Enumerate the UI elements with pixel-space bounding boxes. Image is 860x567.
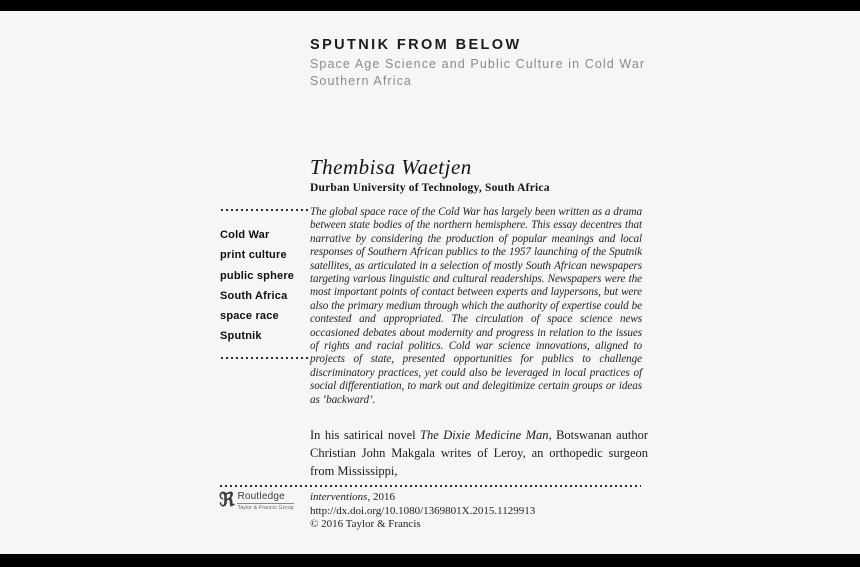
routledge-logo-subtext: Taylor & Francis Group bbox=[237, 505, 294, 511]
dotted-rule-footer bbox=[220, 485, 641, 487]
book-title: The Dixie Medicine Man bbox=[420, 428, 549, 442]
keyword-item: Sputnik bbox=[220, 330, 262, 343]
author-name: Thembisa Waetjen bbox=[310, 155, 472, 179]
routledge-logo bbox=[219, 491, 305, 512]
article-subtitle bbox=[310, 56, 645, 90]
keyword-item: public sphere bbox=[220, 269, 295, 282]
journal-year: , 2016 bbox=[367, 491, 395, 503]
keyword-item: Cold War bbox=[220, 229, 270, 241]
imprint-block bbox=[310, 491, 535, 532]
article-title: SPUTNIK FROM BELOW bbox=[310, 37, 522, 53]
top-frame-bar bbox=[0, 0, 860, 11]
keyword-item: print culture bbox=[220, 249, 287, 262]
journal-line bbox=[310, 491, 535, 505]
routledge-logo-name: Routledge bbox=[237, 491, 285, 502]
routledge-logo-icon: ℜ bbox=[219, 489, 235, 511]
doi-link[interactable]: http://dx.doi.org/10.1080/1369801X.2015.1129913 bbox=[310, 504, 536, 517]
article-subtitle-line2: Southern Africa bbox=[310, 74, 412, 88]
body-text-prefix: In his satirical novel bbox=[310, 428, 421, 442]
author-affiliation: Durban University of Technology, South Africa bbox=[310, 182, 550, 194]
keyword-item: space race bbox=[220, 310, 279, 323]
body-text-suffix: , Botswanan author Christian John Makgala writes of Leroy, an orthopedic surgeon from Mississippi, bbox=[310, 428, 649, 478]
bottom-frame-bar bbox=[0, 554, 860, 567]
keyword-item: South Africa bbox=[220, 289, 288, 302]
article-subtitle-line1: Space Age Science and Public Culture in Cold War bbox=[310, 57, 646, 71]
dotted-leader-mid bbox=[221, 357, 310, 359]
keywords-list bbox=[220, 225, 306, 347]
body-paragraph bbox=[310, 426, 648, 480]
dotted-leader-top bbox=[221, 209, 310, 211]
copyright-line: © 2016 Taylor & Francis bbox=[310, 518, 421, 531]
abstract-text: The global space race of the Cold War has largely been written as a drama between state bodies of the northern hemisphere. This essay decentres that narrative by considering the production of popular meanings and local responses of Southern African publics to the 1957 launching of the Sputnik satellites, as articulated in a selection of mostly South African newspapers targeting various linguistic and cultural readerships. Newspapers were the most important points of contact between experts and laypersons, but were also the primary medium through which the authority of expertise could be contested and appropriated. The circulation of space science news occasioned debates about modernity and progress in relation to the issues of rights and racial politics. Cold war science innovations, aligned to projects of state, presented opportunities for publics to challenge discriminatory practices, yet could also be leveraged in local practices of social differentiation, to mark out and delegitimize certain groups or ideas as ‘backward’. bbox=[310, 206, 642, 406]
journal-name: interventions bbox=[310, 491, 368, 503]
